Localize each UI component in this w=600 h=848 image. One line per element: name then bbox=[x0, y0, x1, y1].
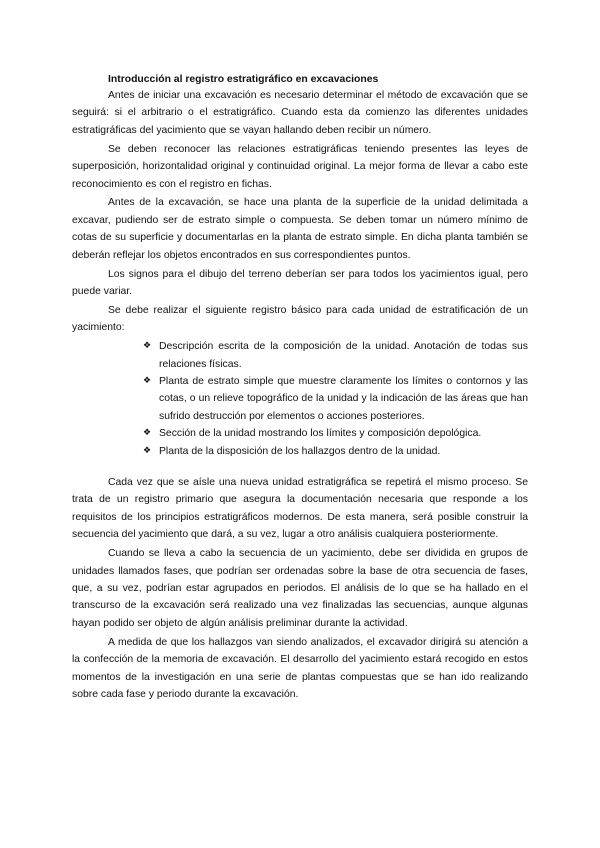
list-item-text: Planta de estrato simple que muestre claramente los límites o contornos y las cotas, o un relieve topográfico de la unidad y la indicación de las áreas que han sufrido destrucción por elementos o acciones posteriores. bbox=[159, 376, 528, 422]
list-item bbox=[143, 373, 528, 425]
paragraph-sequence-phases: Cuando se lleva a cabo la secuencia de un yacimiento, debe ser dividida en grupos de unidades llamados fases, que podrían ser ordenadas sobre la base de otra secuencia de fases, que, a su vez, podrían estar agrupados en periodos. El análisis de lo que se ha hallado en el transcurso de la excavación será realizado una vez finalizadas las secuencias, aunque algunas hayan podido ser objeto de algún análisis preliminar durante la actividad. bbox=[72, 548, 528, 629]
paragraph-excavation-method: Antes de iniciar una excavación es necesario determinar el método de excavación que se seguirá: si el arbitrario o el estratigráfico. Cuando esta da comienzo las diferentes unidades estratigráficas del yacimiento que se vayan hallando deben recibir un número. bbox=[72, 90, 528, 136]
list-item bbox=[143, 443, 528, 460]
list-item-text: Descripción escrita de la composición de la unidad. Anotación de todas sus relaciones físicas. bbox=[159, 341, 528, 370]
diamond-bullet-icon: ❖ bbox=[143, 428, 152, 439]
document-page bbox=[72, 72, 528, 705]
section-spacer bbox=[72, 460, 528, 474]
document-title: Introducción al registro estratigráfico en excavaciones bbox=[108, 74, 379, 85]
paragraph-excavation-report: A medida de que los hallazgos van siendo analizados, el excavador dirigirá su atención a la confección de la memoria de excavación. El desarrollo del yacimiento estará recogido en estos momentos de la investigación en una serie de plantas compuestas que se han ido realizando sobre cada fase y periodo durante la excavación. bbox=[72, 636, 528, 700]
paragraph-stratigraphic-relations: Se deben reconocer las relaciones estratigráficas teniendo presentes las leyes de superposición, horizontalidad original y continuidad original. La mejor forma de llevar a cabo este reconocimiento es con el registro en fichas. bbox=[72, 143, 528, 190]
basic-record-list bbox=[72, 338, 528, 460]
diamond-bullet-icon: ❖ bbox=[143, 341, 152, 352]
diamond-bullet-icon: ❖ bbox=[143, 376, 152, 386]
list-item bbox=[143, 425, 528, 442]
paragraph-repeat-process: Cada vez que se aísle una nueva unidad estratigráfica se repetirá el mismo proceso. Se trata de un registro primario que asegura la documentación necesaria que responde a los requisitos de los principios estratigráficos modernos. De esta manera, será posible construir la secuencia del yacimiento que dará, a su vez, lugar a otro análisis cualquiera posteriormente. bbox=[72, 477, 528, 541]
paragraph-surface-plan: Antes de la excavación, se hace una planta de la superficie de la unidad delimitada a excavar, pudiendo ser de estrato simple o compuesta. Se deben tomar un número mínimo de cotas de su superficie y documentarlas en la planta de estrato simple. En dicha planta también se deberán reflejar los objetos encontrados en sus correspondientes puntos. bbox=[72, 197, 528, 261]
list-item-text: Planta de la disposición de los hallazgos dentro de la unidad. bbox=[159, 445, 441, 457]
paragraph-basic-record: Se debe realizar el siguiente registro básico para cada unidad de estratificación de un yacimiento: bbox=[72, 304, 528, 334]
diamond-bullet-icon: ❖ bbox=[143, 445, 152, 456]
list-item bbox=[143, 338, 528, 373]
list-item-text: Sección de la unidad mostrando los límites y composición depológica. bbox=[159, 428, 482, 440]
paragraph-drawing-signs: Los signos para el dibujo del terreno deberían ser para todos los yacimientos igual, pero puede variar. bbox=[72, 268, 528, 297]
